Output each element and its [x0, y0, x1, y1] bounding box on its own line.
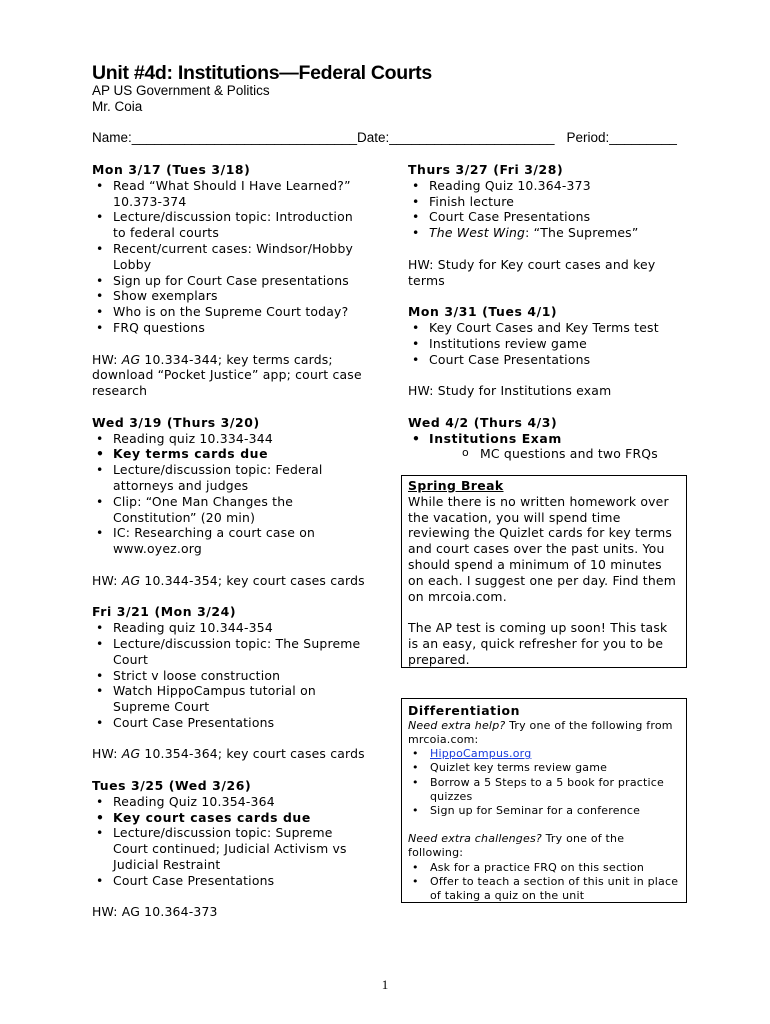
- list-item: • Strict v loose construction: [92, 668, 367, 684]
- homework-text: HW: Study for Key court cases and key terms: [408, 256, 656, 288]
- period-label: Period:: [566, 130, 610, 145]
- spring-break-box: [401, 475, 687, 668]
- right-column: [408, 162, 690, 462]
- agenda-list: [92, 620, 367, 731]
- list-item: • The West Wing: “The Supremes”: [408, 225, 690, 241]
- list-item: • Court Case Presentations: [92, 873, 367, 889]
- homework-text: HW: AG 10.334-344; key terms cards; download “Pocket Justice” app; court case research: [92, 351, 362, 399]
- list-item: • Lecture/discussion topic: Supreme Court continued; Judicial Activism vs Judicial Restraint: [92, 825, 367, 872]
- agenda-list: [92, 178, 367, 336]
- day-heading: Wed 3/19 (Thurs 3/20): [92, 414, 260, 430]
- name-label: Name:: [92, 130, 132, 145]
- list-item: • Who is on the Supreme Court today?: [92, 304, 367, 320]
- day-heading: Mon 3/17 (Tues 3/18): [92, 162, 251, 177]
- list-item: • Lecture/discussion topic: The Supreme Court: [92, 636, 367, 668]
- homework-text: HW: Study for Institutions exam: [408, 383, 612, 399]
- extra-challenge-list: [408, 861, 680, 904]
- homework-text: HW: AG 10.364-373: [92, 904, 218, 920]
- list-item: • Finish lecture: [408, 194, 690, 210]
- list-item: • Reading quiz 10.334-344: [92, 431, 367, 447]
- list-item: • Recent/current cases: Windsor/Hobby Lobby: [92, 241, 367, 273]
- extra-help-intro: Need extra help? Try one of the following from mrcoia.com:: [408, 718, 673, 746]
- page-title: Unit #4d: Institutions—Federal Courts: [92, 62, 432, 84]
- list-item: • IC: Researching a court case on www.oyez.org: [92, 525, 367, 557]
- name-field[interactable]: ______________________________: [131, 130, 358, 145]
- list-item: • Sign up for Court Case presentations: [92, 273, 367, 289]
- list-item: • Quizlet key terms review game: [408, 761, 680, 775]
- agenda-list: [92, 431, 367, 557]
- differentiation-box: [401, 698, 687, 903]
- list-item: • Court Case Presentations: [408, 209, 690, 225]
- day-heading: Wed 4/2 (Thurs 4/3): [408, 414, 558, 430]
- list-item: • Institutions Exam: [408, 431, 690, 447]
- extra-help-list: [408, 747, 680, 818]
- differentiation-heading: Differentiation: [408, 703, 521, 718]
- list-item: • Borrow a 5 Steps to a 5 book for practice quizzes: [408, 776, 680, 804]
- list-item: • Read “What Should I Have Learned?” 10.373-374: [92, 178, 367, 210]
- sub-list: [408, 446, 690, 462]
- list-item: • Reading quiz 10.344-354: [92, 620, 367, 636]
- list-item: • FRQ questions: [92, 320, 367, 336]
- homework-text: HW: AG 10.354-364; key court cases cards: [92, 746, 365, 762]
- list-item: • Lecture/discussion topic: Federal attorneys and judges: [92, 462, 367, 494]
- list-item: • Court Case Presentations: [408, 352, 690, 368]
- hippocampus-link[interactable]: HippoCampus.org: [430, 747, 532, 761]
- agenda-list: [408, 431, 690, 447]
- list-item: • Ask for a practice FRQ on this section: [408, 861, 680, 875]
- list-item: • Reading Quiz 10.354-364: [92, 794, 367, 810]
- course-name: AP US Government & Politics: [92, 83, 270, 98]
- page-number: 1: [381, 977, 389, 992]
- list-item: • Key Court Cases and Key Terms test: [408, 320, 690, 336]
- student-info-line: [92, 130, 677, 146]
- teacher-name: Mr. Coia: [92, 99, 143, 114]
- homework-text: HW: AG 10.344-354; key court cases cards: [92, 572, 365, 588]
- sub-list-item: o MC questions and two FRQs: [462, 446, 690, 462]
- list-item: [408, 747, 680, 761]
- list-item: • Institutions review game: [408, 336, 690, 352]
- day-heading: Fri 3/21 (Mon 3/24): [92, 604, 237, 620]
- list-item: • Reading Quiz 10.364-373: [408, 178, 690, 194]
- agenda-list: [92, 794, 367, 889]
- list-item: • Sign up for Seminar for a conference: [408, 804, 680, 818]
- list-item: • Clip: “One Man Changes the Constitution” (20 min): [92, 494, 367, 526]
- left-column: [92, 162, 367, 920]
- day-heading: Mon 3/31 (Tues 4/1): [408, 304, 558, 320]
- day-heading: Thurs 3/27 (Fri 3/28): [408, 162, 564, 177]
- spring-break-heading: Spring Break: [408, 478, 504, 493]
- list-item: • Key court cases cards due: [92, 810, 367, 826]
- list-item: • Watch HippoCampus tutorial on Supreme Court: [92, 683, 367, 715]
- agenda-list: [408, 178, 690, 241]
- list-item: • Court Case Presentations: [92, 715, 367, 731]
- list-item: • Show exemplars: [92, 288, 367, 304]
- list-item: • Offer to teach a section of this unit in place of taking a quiz on the unit: [408, 875, 680, 903]
- period-field[interactable]: _________: [609, 130, 677, 145]
- spring-break-note: The AP test is coming up soon! This task is an easy, quick refresher for you to be prepared.: [408, 620, 668, 667]
- spring-break-text: While there is no written homework over the vacation, you will spend time reviewing the Quizlet cards for key terms and court cases over the past units. You should spend a minimum of 10 minutes on each. I suggest one per day. Find them on mrcoia.com.: [408, 493, 676, 604]
- day-heading: Tues 3/25 (Wed 3/26): [92, 778, 252, 794]
- date-label: Date:: [357, 130, 390, 145]
- list-item: • Lecture/discussion topic: Introduction to federal courts: [92, 209, 367, 241]
- agenda-list: [408, 320, 690, 367]
- extra-challenge-intro: Need extra challenges? Try one of the following:: [408, 832, 625, 860]
- list-item: • Key terms cards due: [92, 446, 367, 462]
- date-field[interactable]: ______________________: [389, 130, 555, 145]
